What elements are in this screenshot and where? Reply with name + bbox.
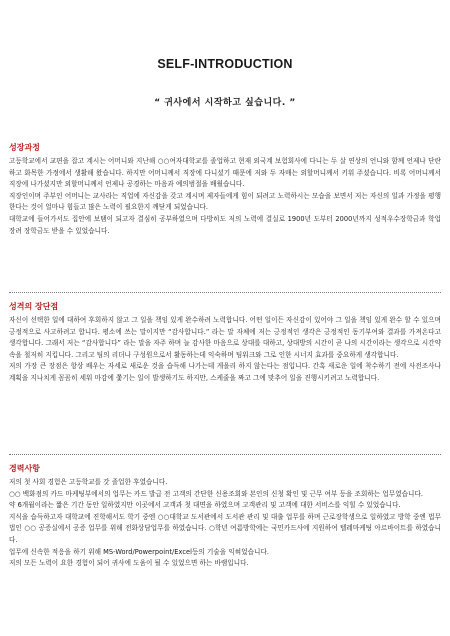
section-heading: 성격의 장단점 [9, 302, 59, 311]
paragraph: 저의 모든 노력이 요한 경험이 되어 귀사에 도움이 될 수 있었으면 하는 바램입니다. [9, 559, 249, 568]
paragraph: 자신이 선택한 일에 대하여 후회하지 않고 그 일을 책임 있게 완수하려 노력합니다. 어떤 일이든 자신감이 있어야 그 일을 책임 있게 완수 할 수 있으며 긍정적으로 사고하려고 합니다. 평소에 쓰는 말이지만 “감사합니다.” 라는 말 자체에 저는 긍정적인 생각은 긍정적인 동기부여와 결과를 가져온다고 생각합니다. 그래서 저는 “감사합니다” 라는 말을 자주 하며 늘 감사한 마음으로 상대를 대하고, 상대방의 시간이 곧 나의 시간이라는 생각으로 시간약속을 철저히 지킵니다. 그리고 팀의 리더나 구성원으로서 활동하는데 익숙하며 팀워크와 그로 인한 시너지 효과를 중요하게 생각합니다. [9, 316, 441, 359]
paragraph: 고등학교에서 교편을 잡고 계시는 어머니와 지난해 ○○여자대학교를 졸업하고 현재 외국계 보험회사에 다니는 두 살 연상의 언니와 함께 언제나 단란하고 화목한 가정에서 생활해 왔습니다. 하지만 어머니께서 직장에 다니셨기 때문에 저와 두 자매는 외할머니께서 키워 주셨습니다. 비록 어머니께서 직장에 나가셨지만 외할머니께서 언제나 공경하는 마음과 예의범절을 배웠습니다. [9, 157, 441, 189]
paragraph: 지식을 습득하고자 대학교에 진학해서도 학기 중엔 ○○대학교 도서관에서 도서관 관리 및 대출 업무를 하며 근로장학생으로 일하였고 방학 중엔 법무법인 ○○ 공증실에서 공증 업무를 위해 전화상담업무를 하였습니다. ○학년 여름방학에는 국민카드사에 지원하여 텔레마케팅 아르바이트를 하였습니다. [9, 512, 441, 544]
section-divider [9, 292, 441, 293]
section-heading: 성장과정 [9, 143, 40, 152]
section-heading: 경력사항 [9, 464, 40, 473]
section-growth [9, 142, 441, 237]
paragraph: 저의 가장 큰 장점은 항상 배우는 자세로 새로운 것을 습득해 나가는데 게을리 하지 않는다는 점입니다. 간혹 새로운 일에 착수하기 전에 사전조사나 계획을 지나치게 꼼꼼히 세워 마감에 쫓기는 일이 발생하기도 하지만, 스케줄을 짜고 그에 맞추어 일을 진행시키려고 노력합니다. [9, 362, 441, 382]
document-title: SELF-INTRODUCTION [157, 57, 293, 71]
paragraph: 업무에 신속한 적응을 하기 위해 MS-Word/Powerpoint/Excel등의 기술을 익혀었습니다. [9, 547, 270, 556]
document-subtitle: “ 귀사에서 시작하고 싶습니다. ” [154, 98, 296, 108]
section-career [9, 463, 441, 570]
section-divider [9, 454, 441, 455]
paragraph: 직장인이며 주부인 어머니는 교사라는 직업에 자신감을 갖고 계시며 제자들에게 힘이 되려고 노력하시는 모습을 보면서 저는 자신의 일과 가정을 평행한다는 것이 얼마나 힘들고 많은 노력이 필요한지 깨닫게 되었습니다. [9, 191, 441, 212]
section-personality [9, 301, 441, 385]
paragraph: 약 6개월이라는 짧은 기간 동안 일하였지만 이곳에서 고객과 첫 대면을 하였으며 고객관리 및 고객에 대한 서비스를 익힐 수 있었습니다. [9, 501, 401, 510]
paragraph: 저의 첫 사회 경험은 고등학교를 갓 졸업한 후였습니다. [9, 478, 168, 486]
paragraph: ○○ 백화점의 카드 마케팅부에서의 업무는 카드 발급 전 고객의 간단한 신용조회와 본인의 신청 확인 및 근무 여부 등을 조회하는 업무였습니다. [9, 489, 424, 498]
paragraph: 대학교에 들어가서도 집안에 보탬이 되고자 결심히 공부하였으며 다방히도 저의 노력에 결실로 1900년 도부터 2000년까지 성적우수장학금과 학업장려 장학금도 받을 수 있었습니다. [9, 214, 441, 235]
